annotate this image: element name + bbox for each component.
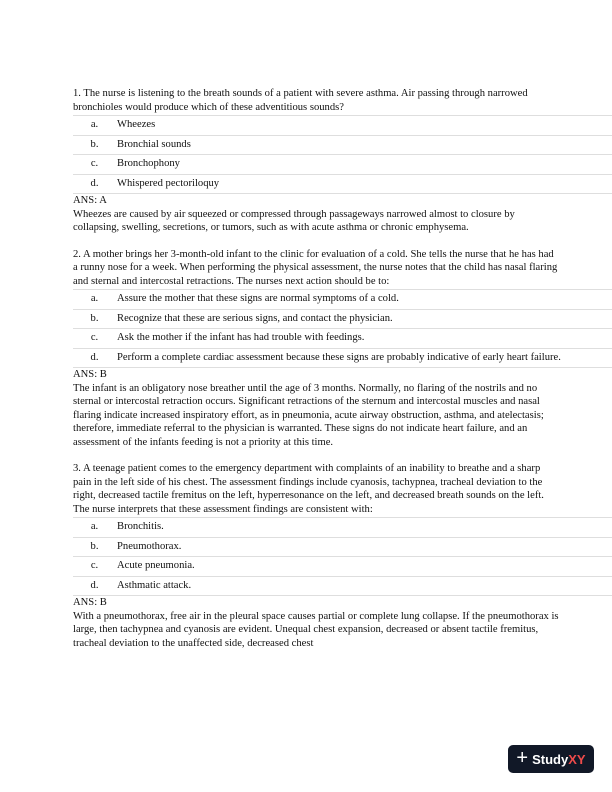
option-text: Recognize that these are serious signs, and contact the physician. [116,309,612,329]
answer-key: ANS: A [73,195,107,206]
plus-icon: + [516,747,529,769]
option-text: Asthmatic attack. [116,576,612,596]
question-stem: 1. The nurse is listening to the breath sounds of a patient with severe asthma. Air passing through narrowed bronchioles would produce which of these adventitious sounds? [73,88,528,113]
brand-accent: XY [568,751,586,767]
option-text: Bronchophony [116,155,612,175]
rationale: With a pneumothorax, free air in the pleural space causes partial or complete lung collapse. If the pneumothorax is large, then tachypnea and cyanosis are evident. Unequal chest expansion, decreased or absent tactile fremitus, tracheal deviation to the unaffected side, decreased chest [73,610,559,649]
option-letter: d. [73,576,116,596]
option-text: Ask the mother if the infant has had trouble with feedings. [116,329,612,349]
option-letter: b. [73,309,116,329]
option-row [73,116,612,136]
option-letter: c. [73,155,116,175]
option-text: Acute pneumonia. [116,557,612,577]
option-row [73,155,612,175]
option-letter: d. [73,348,116,368]
spacer [73,235,612,248]
rationale: Wheezes are caused by air squeezed or compressed through passageways narrowed almost to closure by collapsing, swelling, secretions, or tumors, such as with acute asthma or chronic emphysema. [73,208,515,233]
option-row [73,329,612,349]
option-text: Assure the mother that these signs are normal symptoms of a cold. [116,290,612,310]
option-row [73,557,612,577]
question-stem: 3. A teenage patient comes to the emergency department with complaints of an inability to breathe and a sharp pain in the left side of his chest. The assessment findings include cyanosis, tachypnea, tracheal deviation to the right, decreased tactile fremitus on the left, hyperresonance on the left, and decreased breath sounds on the left. The nurse interprets that these assessment findings are consistent with: [73,463,544,515]
option-row [73,518,612,538]
question-3 [73,462,612,650]
option-row [73,348,612,368]
question-stem: 2. A mother brings her 3-month-old infant to the clinic for evaluation of a cold. She tells the nurse that he has had a runny nose for a week. When performing the physical assessment, the nurse notes that the child has nasal flaring and sternal and intercostal retractions. The nurses next action should be to: [73,248,558,287]
answer-options [73,115,612,194]
option-letter: b. [73,135,116,155]
studyxy-badge[interactable] [508,745,594,773]
option-text: Pneumothorax. [116,537,612,557]
question-2 [73,248,612,450]
answer-options [73,517,612,596]
option-row [73,290,612,310]
answer-key: ANS: B [73,597,107,608]
answer-options [73,289,612,368]
option-row [73,537,612,557]
question-1 [73,87,612,235]
option-text: Whispered pectoriloquy [116,174,612,194]
option-row [73,309,612,329]
option-letter: c. [73,329,116,349]
option-row [73,174,612,194]
option-text: Perform a complete cardiac assessment because these signs are probably indicative of early heart failure. [116,348,612,368]
option-letter: d. [73,174,116,194]
option-letter: a. [73,518,116,538]
option-text: Bronchial sounds [116,135,612,155]
brand-main: Study [532,751,569,767]
brand-logo [532,752,585,767]
option-row [73,135,612,155]
option-text: Wheezes [116,116,612,136]
option-letter: a. [73,290,116,310]
option-row [73,576,612,596]
option-letter: c. [73,557,116,577]
answer-key: ANS: B [73,369,107,380]
document-body [73,87,612,650]
option-text: Bronchitis. [116,518,612,538]
spacer [73,449,612,462]
rationale: The infant is an obligatory nose breather until the age of 3 months. Normally, no flaring of the nostrils and no sternal or intercostal retraction occurs. Significant retractions of the sternum and intercostal muscles and nasal flaring indicate increased inspiratory effort, as in pneumonia, acute airway obstruction, asthma, and atelectasis; therefore, immediate referral to the physician is warranted. These signs do not indicate heart failure, and an assessment of the infants feeding is not a priority at this time. [73,382,544,448]
option-letter: b. [73,537,116,557]
option-letter: a. [73,116,116,136]
